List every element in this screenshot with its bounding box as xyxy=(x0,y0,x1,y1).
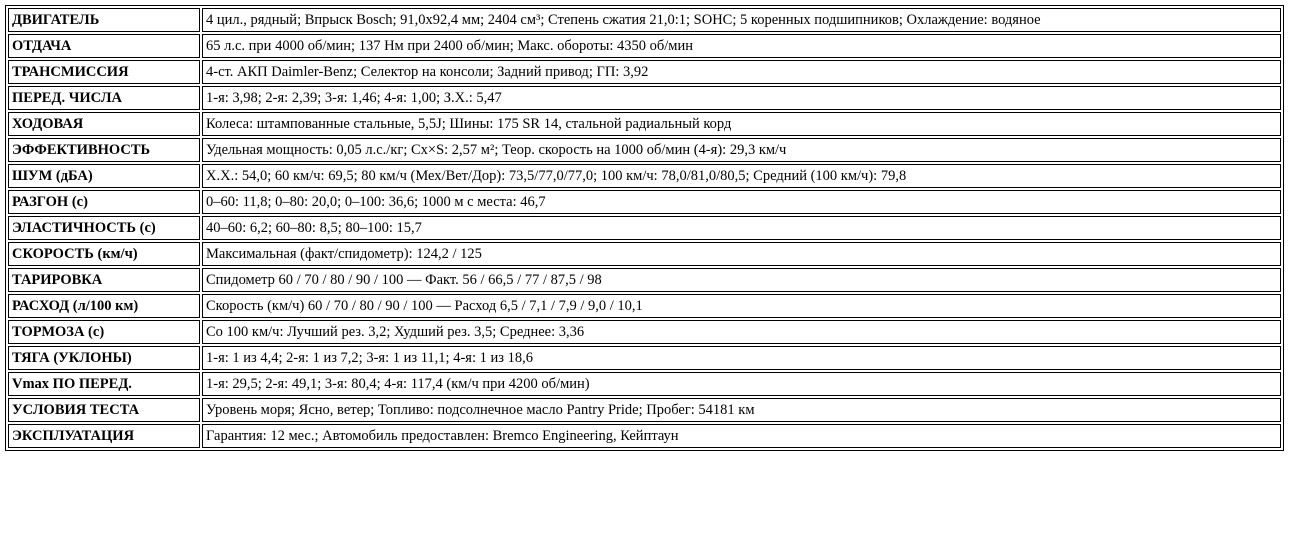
spec-value: Удельная мощность: 0,05 л.с./кг; Cx×S: 2,57 м²; Теор. скорость на 1000 об/мин (4-я): 29,3 км/ч xyxy=(202,138,1281,162)
spec-value: Колеса: штампованные стальные, 5,5J; Шины: 175 SR 14, стальной радиальный корд xyxy=(202,112,1281,136)
spec-row-vmax-per-gear xyxy=(8,372,1281,396)
specs-table xyxy=(5,5,1284,451)
spec-value: Со 100 км/ч: Лучший рез. 3,2; Худший рез. 3,5; Среднее: 3,36 xyxy=(202,320,1281,344)
spec-label: ДВИГАТЕЛЬ xyxy=(8,8,200,32)
spec-value: Гарантия: 12 мес.; Автомобиль предоставлен: Bremco Engineering, Кейптаун xyxy=(202,424,1281,448)
spec-value: 40–60: 6,2; 60–80: 8,5; 80–100: 15,7 xyxy=(202,216,1281,240)
spec-value: 1-я: 1 из 4,4; 2-я: 1 из 7,2; 3-я: 1 из 11,1; 4-я: 1 из 18,6 xyxy=(202,346,1281,370)
spec-row-noise xyxy=(8,164,1281,188)
spec-row-brakes xyxy=(8,320,1281,344)
spec-label: ПЕРЕД. ЧИСЛА xyxy=(8,86,200,110)
spec-row-chassis xyxy=(8,112,1281,136)
spec-label: ТЯГА (УКЛОНЫ) xyxy=(8,346,200,370)
spec-value: Максимальная (факт/спидометр): 124,2 / 125 xyxy=(202,242,1281,266)
spec-label: ОТДАЧА xyxy=(8,34,200,58)
spec-row-efficiency xyxy=(8,138,1281,162)
spec-label: РАЗГОН (с) xyxy=(8,190,200,214)
spec-row-top-speed xyxy=(8,242,1281,266)
spec-value: Х.Х.: 54,0; 60 км/ч: 69,5; 80 км/ч (Мех/Вет/Дор): 73,5/77,0/77,0; 100 км/ч: 78,0/81,0/80,5; Средний (100 км/ч): 79,8 xyxy=(202,164,1281,188)
spec-label: СКОРОСТЬ (км/ч) xyxy=(8,242,200,266)
spec-value: 65 л.с. при 4000 об/мин; 137 Нм при 2400 об/мин; Макс. обороты: 4350 об/мин xyxy=(202,34,1281,58)
spec-value: 1-я: 3,98; 2-я: 2,39; 3-я: 1,46; 4-я: 1,00; З.Х.: 5,47 xyxy=(202,86,1281,110)
specs-table-body xyxy=(8,8,1281,448)
spec-label: Vmax ПО ПЕРЕД. xyxy=(8,372,200,396)
spec-row-acceleration xyxy=(8,190,1281,214)
spec-row-engine xyxy=(8,8,1281,32)
spec-value: 4-ст. АКП Daimler-Benz; Селектор на консоли; Задний привод; ГП: 3,92 xyxy=(202,60,1281,84)
spec-label: ХОДОВАЯ xyxy=(8,112,200,136)
spec-label: ТАРИРОВКА xyxy=(8,268,200,292)
spec-value: 0–60: 11,8; 0–80: 20,0; 0–100: 36,6; 1000 м с места: 46,7 xyxy=(202,190,1281,214)
spec-row-calibration xyxy=(8,268,1281,292)
spec-row-test-conditions xyxy=(8,398,1281,422)
spec-row-elasticity xyxy=(8,216,1281,240)
spec-label: ЭФФЕКТИВНОСТЬ xyxy=(8,138,200,162)
spec-label: ЭКСПЛУАТАЦИЯ xyxy=(8,424,200,448)
spec-value: 1-я: 29,5; 2-я: 49,1; 3-я: 80,4; 4-я: 117,4 (км/ч при 4200 об/мин) xyxy=(202,372,1281,396)
spec-label: ТРАНСМИССИЯ xyxy=(8,60,200,84)
spec-value: 4 цил., рядный; Впрыск Bosch; 91,0x92,4 мм; 2404 см³; Степень сжатия 21,0:1; SOHC; 5 коренных подшипников; Охлаждение: водяное xyxy=(202,8,1281,32)
spec-label: ТОРМОЗА (с) xyxy=(8,320,200,344)
spec-value: Спидометр 60 / 70 / 80 / 90 / 100 — Факт. 56 / 66,5 / 77 / 87,5 / 98 xyxy=(202,268,1281,292)
spec-value: Скорость (км/ч) 60 / 70 / 80 / 90 / 100 — Расход 6,5 / 7,1 / 7,9 / 9,0 / 10,1 xyxy=(202,294,1281,318)
spec-label: ШУМ (дБА) xyxy=(8,164,200,188)
spec-row-gear-ratios xyxy=(8,86,1281,110)
specs-page xyxy=(5,5,1284,451)
spec-row-output xyxy=(8,34,1281,58)
spec-value: Уровень моря; Ясно, ветер; Топливо: подсолнечное масло Pantry Pride; Пробег: 54181 км xyxy=(202,398,1281,422)
spec-row-gradients xyxy=(8,346,1281,370)
spec-row-transmission xyxy=(8,60,1281,84)
spec-row-fuel-consumption xyxy=(8,294,1281,318)
spec-label: ЭЛАСТИЧНОСТЬ (с) xyxy=(8,216,200,240)
spec-label: УСЛОВИЯ ТЕСТА xyxy=(8,398,200,422)
spec-label: РАСХОД (л/100 км) xyxy=(8,294,200,318)
spec-row-operation xyxy=(8,424,1281,448)
